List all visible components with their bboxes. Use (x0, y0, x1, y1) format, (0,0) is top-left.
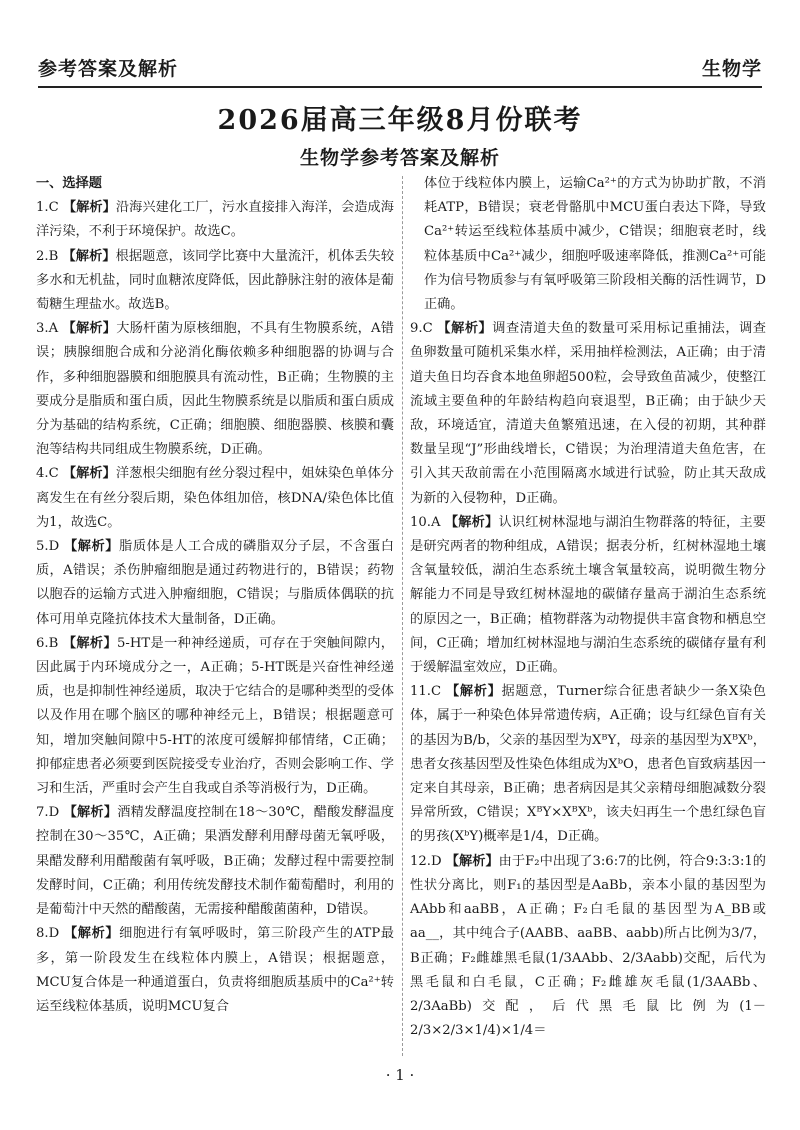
page-header (38, 52, 762, 82)
page-number: · 1 · (385, 1066, 415, 1084)
analysis-tag: 【解析】 (62, 248, 116, 264)
analysis-tag: 【解析】 (63, 805, 118, 821)
answer-text: 沿海兴建化工厂，污水直接排入海洋，会造成海洋污染，不利于环境保护。故选C。 (36, 200, 394, 240)
analysis-tag: 【解析】 (62, 321, 117, 337)
header-subject-label: 生物学 (701, 57, 762, 80)
answer-text: 调查清道夫鱼的数量可采用标记重捕法，调查鱼卵数量可随机采集水样，采用抽样检测法，A正确；由于清道夫鱼日均吞食本地鱼卵超500粒，会导致鱼苗减少，使整江流域主要鱼种的年龄结构趋向衰退型，B正确；由于缺少天敌，环境适宜，清道夫鱼繁殖迅速，在入侵的初期，其种群数量呈现“J”形曲线增长，C错误；为治理清道夫鱼危害，在引入其天敌前需在小范围隔离水域进行试验，防止其天敌成为新的入侵物种，D正确。 (410, 321, 766, 506)
answer-number: 10.A (410, 514, 445, 530)
analysis-tag: 【解析】 (62, 635, 118, 651)
right-answer-list (410, 317, 766, 1043)
answer-item (36, 245, 394, 318)
page-subtitle: 生物学参考答案及解析 (299, 147, 500, 169)
answer-number: 2.B (36, 248, 63, 264)
answer-text: 酒精发酵温度控制在18～30℃，醋酸发酵温度控制在30～35℃，A正确；果酒发酵利用酵母菌无氧呼吸，果醋发酵利用醋酸菌有氧呼吸，B正确；发酵过程中需要控制发酵时间，C正确；利用传统发酵技术制作葡萄醋时，利用的是葡萄汁中天然的醋酸菌，无需接种醋酸菌菌种，D错误。 (36, 805, 395, 918)
answer-item (410, 680, 766, 849)
answer-item (36, 196, 394, 244)
continued-answer-text: 体位于线粒体内膜上，运输Ca²⁺的方式为协助扩散，不消耗ATP，B错误；衰老骨骼肌中MCU蛋白表达下降，导致Ca²⁺转运至线粒体基质中减少，C错误；细胞衰老时，线粒体基质中Ca²⁺减少，细胞呼吸速率降低，推测Ca²⁺可能作为信号物质参与有氧呼吸第三阶段相关酶的活性调节，D正确。 (424, 176, 766, 313)
analysis-tag: 【解析】 (445, 684, 502, 700)
answer-number: 8.D (36, 926, 64, 942)
answer-text: 细胞进行有氧呼吸时，第三阶段产生的ATP最多，第一阶段发生在线粒体内膜上，A错误；根据题意，MCU复合体是一种通道蛋白，负责将细胞质基质中的Ca²⁺转运至线粒体基质，说明MCU复合 (36, 926, 394, 1014)
answer-item (36, 801, 394, 922)
answer-text: 据题意，Turner综合征患者缺少一条X染色体，属于一种染色体异常遗传病，A正确；设与红绿色盲有关的基因为B/b，父亲的基因型为XᴮY，母亲的基因型为XᴮXᵇ，患者女孩基因型及性染色体组成为XᵇO，患者色盲致病基因一定来自其母亲，B正确；患者病因是其父亲精母细胞减数分裂异常所致，C错误；XᴮY×XᴮXᵇ，该夫妇再生一个患红绿色盲的男孩(XᵇY)概率是1/4，D正确。 (410, 684, 766, 845)
answer-text: 脂质体是人工合成的磷脂双分子层，不含蛋白质，A错误；杀伤肿瘤细胞是通过药物进行的，B错误；药物以胞吞的运输方式进入肿瘤细胞，C错误；与脂质体偶联的抗体可用单克隆抗体技术大量制备，D正确。 (36, 539, 394, 627)
answer-text: 由于F₂中出现了3:6:7的比例，符合9:3:3:1的性状分离比，则F₁的基因型是AaBb，亲本小鼠的基因型为AAbb和aaBB，A正确；F₂白毛鼠的基因型为A_BB或aa__，其中纯合子(AABB、aaBB、aabb)所占比例为3/7，B正确；F₂雌雄黑毛鼠(1/3AAbb、2/3Aabb)交配，后代为黑毛鼠和白毛鼠，C正确；F₂雌雄灰毛鼠(1/3AABb、2/3AaBb)交配，后代黑毛鼠比例为(1－2/3×2/3×1/4)×1/4＝ (410, 853, 766, 1039)
answer-number: 3.A (36, 321, 63, 337)
answer-item (410, 850, 766, 1044)
answer-number: 11.C (410, 684, 446, 700)
analysis-tag: 【解析】 (62, 200, 116, 216)
right-column (410, 172, 766, 1043)
analysis-tag: 【解析】 (63, 926, 120, 942)
answer-number: 1.C (36, 200, 63, 216)
answer-text: 大肠杆菌为原核细胞，不具有生物膜系统，A错误；胰腺细胞合成和分泌消化酶依赖多种细胞器的协调与合作，多种细胞器膜和细胞膜具有流动性，B正确；生物膜的主要成分是脂质和蛋白质，因此生物膜系统是以脂质和蛋白质成分为基础的结构系统，C正确；细胞膜、细胞器膜、核膜和囊泡等结构共同组成生物膜系统，D正确。 (36, 321, 394, 458)
section-heading: 一、选择题 (36, 176, 102, 191)
answer-item (36, 462, 394, 535)
analysis-tag: 【解析】 (444, 514, 499, 530)
header-left-label: 参考答案及解析 (38, 57, 179, 80)
answer-number: 5.D (36, 539, 64, 555)
answer-item (36, 535, 394, 632)
answer-item (410, 317, 766, 511)
analysis-tag: 【解析】 (63, 539, 120, 555)
analysis-tag: 【解析】 (445, 853, 499, 869)
header-rule (38, 86, 762, 88)
answer-text: 5-HT是一种神经递质，可存在于突触间隙内，因此属于内环境成分之一，A正确；5-HT既是兴奋性神经递质，也是抑制性神经递质，取决于它结合的是哪种类型的受体以及作用在哪个脑区的哪种神经元上，B错误；根据题意可知，增加突触间隙中5-HT的浓度可缓解抑郁情绪，C正确；抑郁症患者必须要到医院接受专业治疗，否则会影响工作、学习和生活，严重时会产生自我或自杀等消极行为，D正确。 (36, 635, 394, 797)
analysis-tag: 【解析】 (62, 466, 116, 482)
analysis-tag: 【解析】 (437, 321, 493, 337)
column-divider (402, 176, 403, 1056)
answer-text: 认识红树林湿地与湖泊生物群落的特征，主要是研究两者的物种组成，A错误；据表分析，红树林湿地土壤含氧量较低，湖泊生态系统土壤含氧量较高，说明微生物分解能力不同是导致红树林湿地的碳储存量高于湖泊生态系统的原因之一，B正确；植物群落为动物提供丰富食物和栖息空间，C正确；增加红树林湿地与湖泊生态系统的碳储存量有利于缓解温室效应，D正确。 (410, 514, 766, 676)
answer-number: 6.B (36, 635, 63, 651)
answer-item (36, 632, 394, 801)
left-answer-list (36, 196, 394, 1019)
page-title: 2026届高三年级8月份联考 (217, 105, 583, 136)
answer-text: 洋葱根尖细胞有丝分裂过程中，姐妹染色单体分离发生在有丝分裂后期，染色体组加倍，核DNA/染色体比值为1，故选C。 (36, 466, 394, 530)
answer-number: 7.D (36, 805, 64, 821)
answer-text: 根据题意，该同学比赛中大量流汗，机体丢失较多水和无机盐，同时血糖浓度降低，因此静脉注射的液体是葡萄糖生理盐水。故选B。 (36, 248, 395, 313)
answer-item (410, 511, 766, 680)
answer-number: 4.C (36, 466, 63, 482)
answer-item (36, 317, 394, 462)
answer-number: 9.C (410, 321, 438, 337)
answer-item (36, 922, 394, 1019)
answer-number: 12.D (410, 853, 446, 869)
left-column (36, 172, 394, 1019)
